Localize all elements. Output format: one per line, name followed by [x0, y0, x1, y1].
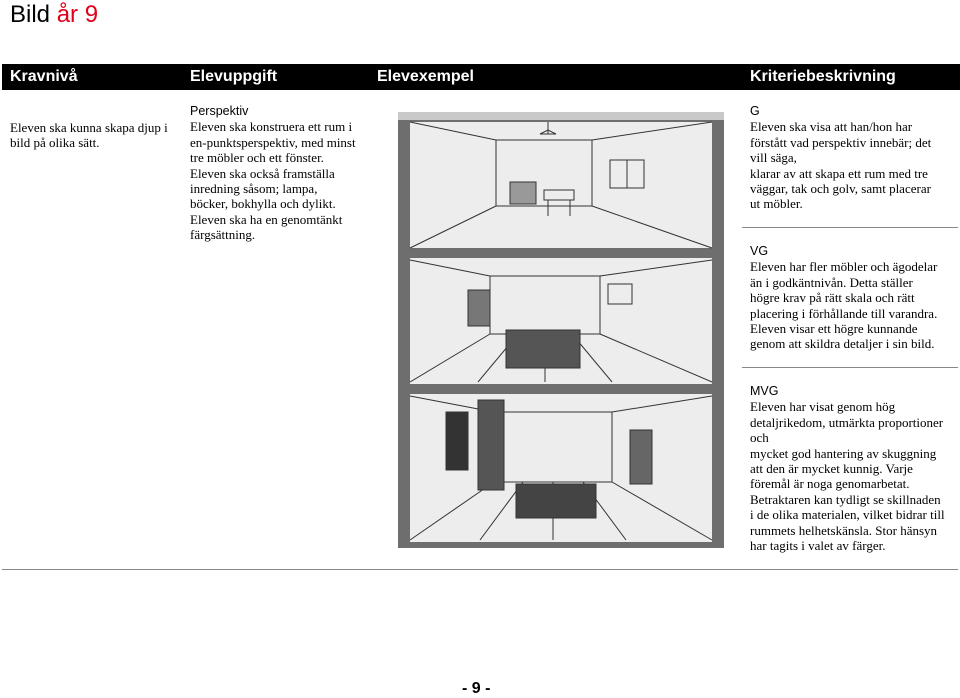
kravniva-cell: [10, 120, 182, 151]
criteria-mvg-line: Betraktaren kan tydligt se skillnaden: [750, 491, 941, 507]
elevuppgift-line: inredning såsom; lampa,: [190, 181, 318, 197]
kravniva-line: Eleven ska kunna skapa djup i: [10, 120, 168, 135]
elevuppgift-line: Eleven ska ha en genomtänkt: [190, 211, 343, 227]
elevuppgift-line: Eleven ska också framställa: [190, 165, 335, 181]
criteria-mvg-line: har tagits i valet av färger.: [750, 538, 886, 554]
header-kravniva: Kravnivå: [10, 68, 78, 85]
criteria-mvg-line: föremål är noga genomarbetat.: [750, 476, 910, 492]
elevuppgift-cell: [190, 104, 370, 243]
criteria-vg: [750, 244, 958, 352]
table-header-row: [2, 64, 960, 90]
student-example-photo: [398, 112, 724, 548]
room-sketches-illustration: [398, 112, 724, 548]
elevuppgift-line: Eleven ska konstruera ett rum i: [190, 119, 353, 135]
criteria-mvg-line: rummets helhetskänsla. Stor hänsyn: [750, 522, 938, 538]
table-bottom-rule: [2, 569, 958, 570]
criteria-g-line: förstått vad perspektiv innebär; det: [750, 134, 932, 150]
page-title: [10, 0, 98, 30]
criteria-mvg-heading: MVG: [750, 384, 779, 398]
criteria-g: [750, 104, 958, 212]
criteria-g-line: ut möbler.: [750, 196, 803, 212]
kravniva-line: bild på olika sätt.: [10, 135, 100, 151]
criteria-mvg-line: mycket god hantering av skuggning: [750, 445, 937, 461]
criteria-divider-1: [742, 227, 958, 228]
elevuppgift-line: böcker, bokhylla och dylikt.: [190, 196, 336, 212]
criteria-vg-line: genom att skildra detaljer i sin bild.: [750, 336, 935, 352]
criteria-mvg-line: i de olika materialen, vilket bidrar till: [750, 507, 945, 523]
criteria-vg-line: högre krav på rätt skala och rätt: [750, 290, 915, 306]
page-title-accent: år 9: [56, 1, 99, 28]
criteria-g-line: väggar, tak och golv, samt placerar: [750, 181, 931, 197]
criteria-g-line: klarar av att skapa ett rum med tre: [750, 165, 928, 181]
criteria-vg-line: än i godkäntnivån. Detta ställer: [750, 274, 913, 290]
criteria-vg-line: Eleven visar ett högre kunnande: [750, 321, 918, 337]
elevuppgift-line: en-punktsperspektiv, med minst: [190, 134, 356, 150]
header-elevuppgift: Elevuppgift: [190, 68, 278, 85]
elevuppgift-line: tre möbler och ett fönster.: [190, 150, 324, 166]
criteria-g-heading: G: [750, 104, 760, 118]
criteria-mvg-line: att den är mycket kunnig. Varje: [750, 461, 913, 477]
criteria-vg-line: placering i förhållande till varandra.: [750, 305, 938, 321]
criteria-mvg-line: och: [750, 430, 769, 446]
criteria-g-line: Eleven ska visa att han/hon har: [750, 119, 913, 135]
criteria-vg-heading: VG: [750, 244, 769, 258]
header-elevexempel: Elevexempel: [377, 68, 474, 85]
page-number: - 9 -: [462, 680, 491, 697]
criteria-mvg-line: detaljrikedom, utmärkta proportioner: [750, 414, 944, 430]
elevuppgift-heading: Perspektiv: [190, 104, 249, 118]
page-title-prefix: Bild: [10, 1, 51, 28]
criteria-mvg: [750, 384, 958, 553]
criteria-g-line: vill säga,: [750, 150, 797, 166]
criteria-mvg-line: Eleven har visat genom hög: [750, 399, 896, 415]
header-kriteriebeskrivning: Kriteriebeskrivning: [750, 68, 896, 85]
elevuppgift-line: färgsättning.: [190, 227, 256, 243]
criteria-divider-2: [742, 367, 958, 368]
criteria-vg-line: Eleven har fler möbler och ägodelar: [750, 259, 938, 275]
